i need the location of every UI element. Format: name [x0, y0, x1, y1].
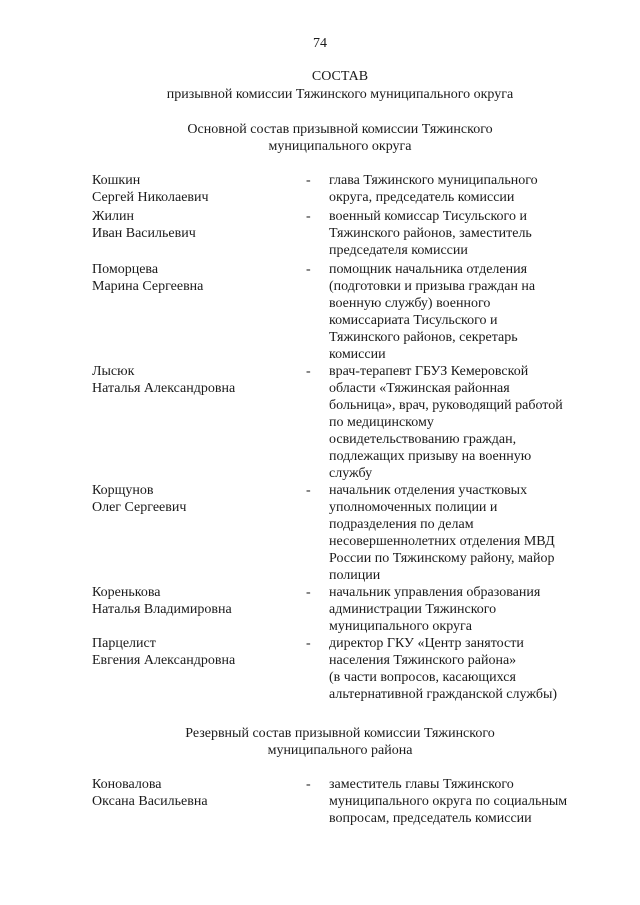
member-surname: Коренькова [92, 585, 161, 600]
member-given-names: Наталья Александровна [92, 381, 236, 396]
member-role-line: подлежащих призыву на военную [329, 449, 532, 464]
member-role-line: уполномоченных полиции и [329, 500, 498, 515]
member-role-line: директор ГКУ «Центр занятости [329, 636, 524, 651]
member-role-line: альтернативной гражданской службы) [329, 687, 558, 702]
entry-dash: - [306, 173, 311, 188]
member-role-line: вопросам, председатель комиссии [329, 811, 532, 826]
member-role-line: муниципального округа [329, 619, 472, 634]
member-name [92, 635, 306, 703]
member-name [92, 776, 306, 827]
member-role [329, 584, 592, 635]
member-role-line: начальник управления образования [329, 585, 541, 600]
reserve-section-title-line-1: Резервный состав призывной комиссии Тяжинского [185, 726, 495, 741]
member-role-line: области «Тяжинская районная [329, 381, 510, 396]
member-entry [92, 172, 592, 206]
main-section-title-line-2: муниципального округа [268, 139, 412, 154]
member-given-names: Евгения Александровна [92, 653, 236, 668]
member-surname: Жилин [92, 209, 135, 224]
member-role-line: России по Тяжинскому району, майор [329, 551, 555, 566]
member-name [92, 172, 306, 206]
member-role-line: председателя комиссии [329, 243, 468, 258]
document-title: СОСТАВ [311, 69, 369, 84]
member-given-names: Оксана Васильевна [92, 794, 208, 809]
document-subtitle: призывной комиссии Тяжинского муниципального округа [166, 87, 514, 102]
entry-dash: - [306, 777, 311, 792]
member-role-line: комиссии [329, 347, 386, 362]
member-entry [92, 482, 592, 584]
member-given-names: Марина Сергеевна [92, 279, 204, 294]
member-role [329, 172, 592, 206]
member-role-line: службу [329, 466, 373, 481]
member-name [92, 261, 306, 363]
member-role-line: Тяжинского районов, заместитель [329, 226, 532, 241]
reserve-roster [92, 776, 592, 827]
member-role-line: глава Тяжинского муниципального [329, 173, 538, 188]
entry-dash: - [306, 209, 311, 224]
member-given-names: Сергей Николаевич [92, 190, 209, 205]
member-role [329, 482, 592, 584]
member-role-line: военный комиссар Тисульского и [329, 209, 527, 224]
page-number: 74 [313, 36, 327, 51]
member-role-line: подразделения по делам [329, 517, 474, 532]
member-name [92, 363, 306, 482]
member-role-line: заместитель главы Тяжинского [329, 777, 514, 792]
member-role-line: полиции [329, 568, 381, 583]
member-name [92, 482, 306, 584]
member-entry [92, 776, 592, 827]
entry-dash: - [306, 262, 311, 277]
member-role-line: военную службу) военного [329, 296, 491, 311]
member-given-names: Иван Васильевич [92, 226, 196, 241]
main-section-title [0, 121, 640, 155]
member-role-line: по медицинскому [329, 415, 434, 430]
entry-dash: - [306, 483, 311, 498]
main-section-title-line-1: Основной состав призывной комиссии Тяжинского [187, 122, 493, 137]
member-role-line: округа, председатель комиссии [329, 190, 515, 205]
member-role-line: помощник начальника отделения [329, 262, 528, 277]
member-name [92, 584, 306, 635]
member-entry [92, 635, 592, 703]
member-role-line: муниципального округа по социальным [329, 794, 568, 809]
reserve-section-title [0, 725, 640, 759]
entry-dash: - [306, 585, 311, 600]
member-surname: Корщунов [92, 483, 154, 498]
main-roster [92, 172, 592, 703]
entry-dash: - [306, 636, 311, 651]
member-role [329, 635, 592, 703]
member-role-line: Тяжинского районов, секретарь [329, 330, 518, 345]
member-role [329, 208, 592, 259]
member-role-line: комиссариата Тисульского и [329, 313, 498, 328]
member-role [329, 363, 592, 482]
member-role [329, 776, 592, 827]
member-surname: Коновалова [92, 777, 162, 792]
member-entry [92, 363, 592, 482]
member-role-line: несовершеннолетних отделения МВД [329, 534, 555, 549]
member-role-line: начальник отделения участковых [329, 483, 528, 498]
member-surname: Кошкин [92, 173, 141, 188]
member-role-line: больница», врач, руководящий работой [329, 398, 563, 413]
member-role-line: (подготовки и призыва граждан на [329, 279, 536, 294]
member-given-names: Наталья Владимировна [92, 602, 232, 617]
member-entry [92, 584, 592, 635]
entry-dash: - [306, 364, 311, 379]
member-surname: Лысюк [92, 364, 135, 379]
member-surname: Парцелист [92, 636, 156, 651]
member-entry [92, 208, 592, 259]
member-role [329, 261, 592, 363]
member-role-line: населения Тяжинского района» [329, 653, 517, 668]
member-surname: Поморцева [92, 262, 159, 277]
member-entry [92, 261, 592, 363]
member-name [92, 208, 306, 259]
member-role-line: (в части вопросов, касающихся [329, 670, 516, 685]
member-role-line: врач-терапевт ГБУЗ Кемеровской [329, 364, 529, 379]
member-role-line: освидетельствованию граждан, [329, 432, 517, 447]
reserve-section-title-line-2: муниципального района [267, 743, 413, 758]
member-given-names: Олег Сергеевич [92, 500, 187, 515]
member-role-line: администрации Тяжинского [329, 602, 497, 617]
